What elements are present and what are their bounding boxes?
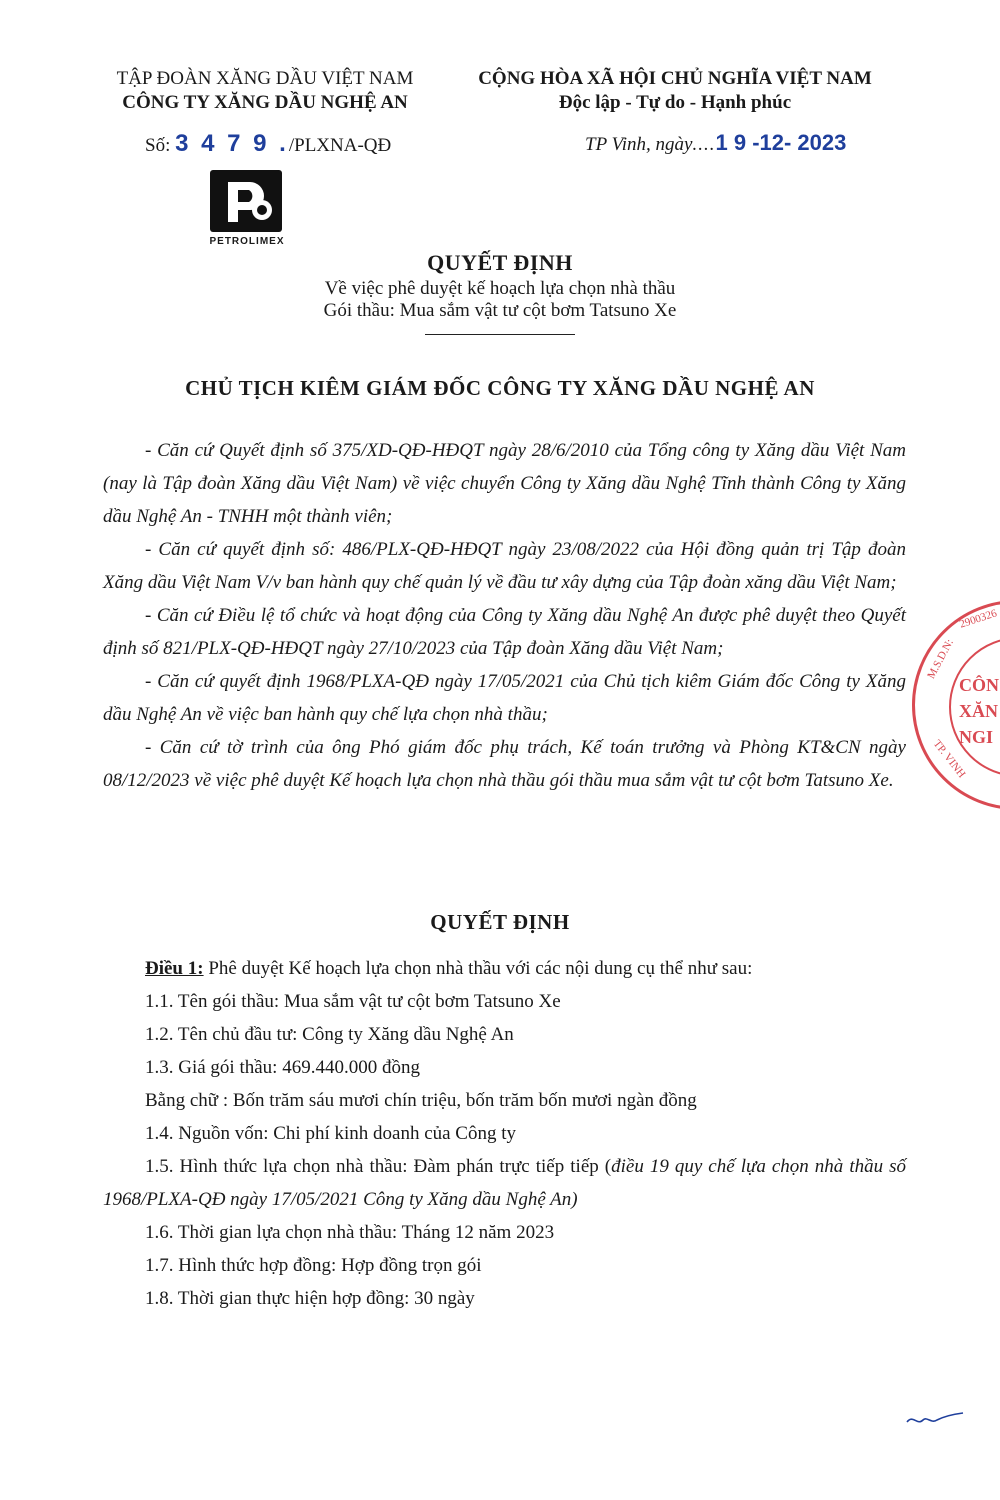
item-1-4: 1.4. Nguồn vốn: Chi phí kinh doanh của Công ty	[145, 1123, 517, 1144]
article-1	[103, 952, 906, 985]
nation-name: CỘNG HÒA XÃ HỘI CHỦ NGHĨA VIỆT NAM	[478, 68, 872, 89]
petrolimex-logo	[210, 170, 282, 232]
seal-line-2: XĂN	[959, 701, 998, 721]
basis-item: - Căn cứ quyết định số: 486/PLX-QĐ-HĐQT ngày 23/08/2022 của Hội đồng quản trị Tập đoàn Xăng dầu Việt Nam V/v ban hành quy chế quản lý về đầu tư xây dựng của Tập đoàn xăng dầu Việt Nam;	[103, 539, 906, 593]
number-suffix: /PLXNA-QĐ	[288, 135, 392, 156]
place-date: TP Vinh, ngày....1 9 -12- 2023	[585, 130, 847, 155]
basis-item: - Căn cứ Điều lệ tổ chức và hoạt động của Công ty Xăng dầu Nghệ An được phê duyệt theo Quyết định số 821/PLX-QĐ-HĐQT ngày 27/10/2023 của Tập đoàn Xăng dầu Việt Nam;	[103, 605, 906, 659]
document-number	[145, 130, 391, 158]
article-1-text: Phê duyệt Kế hoạch lựa chọn nhà thầu với các nội dung cụ thể như sau:	[203, 958, 753, 979]
handwritten-initial	[905, 1408, 965, 1430]
seal-line-1: CÔN	[959, 675, 999, 695]
company-seal	[912, 600, 1000, 810]
article-1-label: Điều 1:	[145, 958, 204, 979]
seal-code: 2900326	[958, 607, 999, 631]
item-1-5: 1.5. Hình thức lựa chọn nhà thầu: Đàm phán trực tiếp tiếp (điều 19 quy chế lựa chọn nhà thầu số 1968/PLXA-QĐ ngày 17/05/2021 Công ty Xăng dầu Nghệ An)	[103, 1156, 907, 1210]
org-company: CÔNG TY XĂNG DẦU NGHỆ AN	[122, 92, 408, 113]
item-1-3: 1.3. Giá gói thầu: 469.440.000 đồng	[145, 1057, 420, 1078]
item-1-2: 1.2. Tên chủ đầu tư: Công ty Xăng dầu Nghệ An	[145, 1024, 514, 1045]
place-date-label: TP Vinh, ngày	[585, 134, 693, 155]
basis-item: - Căn cứ Quyết định số 375/XD-QĐ-HĐQT ngày 28/6/2010 của Tổng công ty Xăng dầu Việt Nam (nay là Tập đoàn Xăng dầu Việt Nam) về việc chuyển Công ty Xăng dầu Nghệ Tĩnh thành Công ty Xăng dầu Nghệ An - TNHH một thành viên;	[103, 440, 906, 527]
authority-title: CHỦ TỊCH KIÊM GIÁM ĐỐC CÔNG TY XĂNG DẦU NGHỆ AN	[185, 376, 815, 400]
decision-heading: QUYẾT ĐỊNH	[430, 910, 570, 934]
basis-item: - Căn cứ quyết định 1968/PLXA-QĐ ngày 17/05/2021 của Chủ tịch kiêm Giám đốc Công ty Xăng dầu Nghệ An về việc ban hành quy chế lựa chọn nhà thầu;	[103, 671, 906, 725]
basis-item: - Căn cứ tờ trình của ông Phó giám đốc phụ trách, Kế toán trưởng và Phòng KT&CN ngày 08/12/2023 về việc phê duyệt Kế hoạch lựa chọn nhà thầu gói thầu mua sắm vật tư cột bơm Tatsuno Xe.	[103, 737, 906, 791]
org-parent: TẬP ĐOÀN XĂNG DẦU VIỆT NAM	[116, 68, 414, 89]
amount-in-words: Bằng chữ : Bốn trăm sáu mươi chín triệu, bốn trăm bốn mươi ngàn đồng	[145, 1090, 697, 1111]
legal-bases	[103, 434, 906, 797]
number-value: 3 4 7 9 .	[175, 130, 289, 157]
number-label: Số:	[145, 135, 171, 156]
motto: Độc lập - Tự do - Hạnh phúc	[558, 92, 792, 113]
seal-prefix: M.S.D.N:	[925, 637, 956, 681]
date-value: 1 9 -12- 2023	[715, 130, 847, 155]
item-1-1: 1.1. Tên gói thầu: Mua sắm vật tư cột bơm Tatsuno Xe	[145, 991, 561, 1012]
item-1-6: 1.6. Thời gian lựa chọn nhà thầu: Tháng 12 năm 2023	[145, 1222, 555, 1243]
document-title: QUYẾT ĐỊNH	[427, 250, 573, 275]
seal-line-3: NGI	[959, 727, 994, 747]
item-1-7: 1.7. Hình thức hợp đồng: Hợp đồng trọn gói	[145, 1255, 482, 1276]
seal-city: TP. VINH	[930, 737, 968, 781]
subject-line-1: Về việc phê duyệt kế hoạch lựa chọn nhà thầu	[324, 278, 676, 299]
item-1-8: 1.8. Thời gian thực hiện hợp đồng: 30 ngày	[145, 1288, 475, 1309]
logo-text: PETROLIMEX	[209, 236, 285, 247]
title-divider	[425, 334, 575, 335]
subject-line-2: Gói thầu: Mua sắm vật tư cột bơm Tatsuno Xe	[323, 300, 677, 321]
decision-body	[103, 952, 906, 1315]
